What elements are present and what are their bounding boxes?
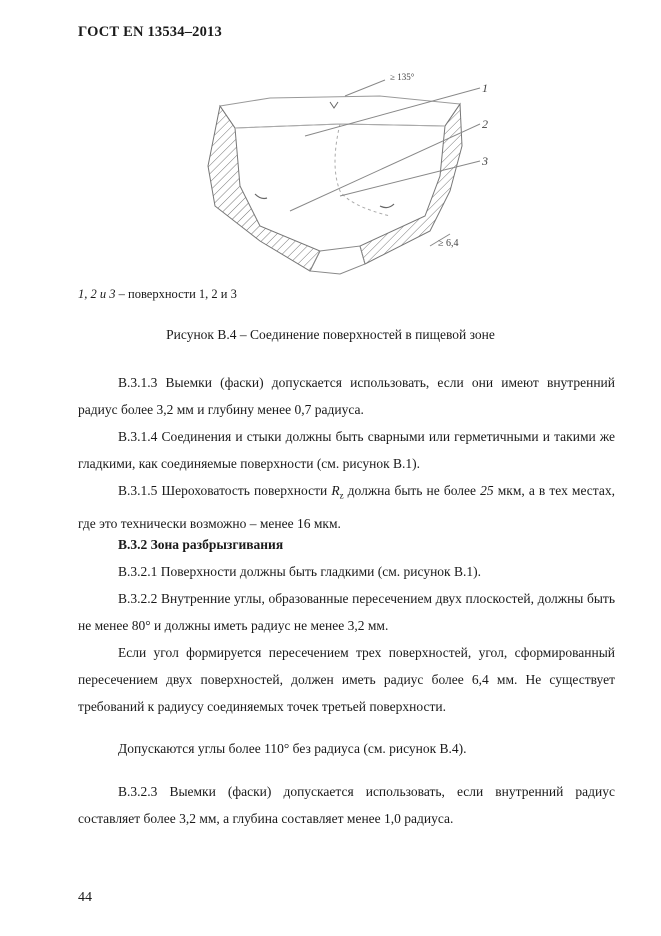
callout-3: 3 (482, 154, 488, 168)
angle-label: ≥ 135° (390, 72, 415, 82)
legend-text: – поверхности 1, 2 и 3 (115, 287, 237, 301)
section-heading-b32: В.3.2 Зона разбрызгивания (118, 537, 284, 552)
roughness-value: 25 (480, 483, 494, 498)
document-header: ГОСТ EN 13534–2013 (78, 24, 222, 40)
callout-1: 1 (482, 81, 488, 95)
figure-b4 (190, 66, 510, 286)
figure-legend (78, 287, 237, 302)
paragraph-b314: В.3.1.4 Соединения и стыки должны быть сварными или герметичными и такими же гладкими, как соединяемые поверхности (см. рисунок В.1). (78, 429, 615, 471)
callout-2: 2 (482, 117, 488, 131)
page-number: 44 (78, 890, 92, 905)
paragraph-b321: В.3.2.1 Поверхности должны быть гладкими (см. рисунок В.1). (118, 564, 481, 579)
radius-label: ≥ 6,4 (438, 238, 459, 249)
paragraph-three-surfaces: Если угол формируется пересечением трех поверхностей, угол, сформированный пересечением двух поверхностей, должен иметь радиус более 6,4 мм. Не существует требований к радиусу соединяемых точек третьей поверхности. (78, 645, 615, 714)
surface-junction-drawing (190, 66, 510, 286)
roughness-symbol: $R_z$ (331, 483, 344, 501)
paragraph-b315: В.3.1.5 Шероховатость поверхности $R_z$ должна быть не более 25 мкм, а в тех местах, где это технически возможно – менее 16 мкм. (78, 483, 615, 531)
figure-caption: Рисунок В.4 – Соединение поверхностей в пищевой зоне (166, 327, 495, 342)
legend-numbers: 1, 2 и 3 (78, 287, 116, 301)
paragraph-b322: В.3.2.2 Внутренние углы, образованные пересечением двух плоскостей, должны быть не менее 80° и должны иметь радиус не менее 3,2 мм. (78, 591, 615, 633)
paragraph-angles: Допускаются углы более 110° без радиуса (см. рисунок В.4). (118, 741, 467, 756)
paragraph-b323: В.3.2.3 Выемки (фаски) допускается использовать, если внутренний радиус составляет более 3,2 мм, а глубина составляет менее 1,0 радиуса. (78, 784, 615, 826)
paragraph-b313: В.3.1.3 Выемки (фаски) допускается использовать, если они имеют внутренний радиус более 3,2 мм и глубину менее 0,7 радиуса. (78, 375, 615, 417)
